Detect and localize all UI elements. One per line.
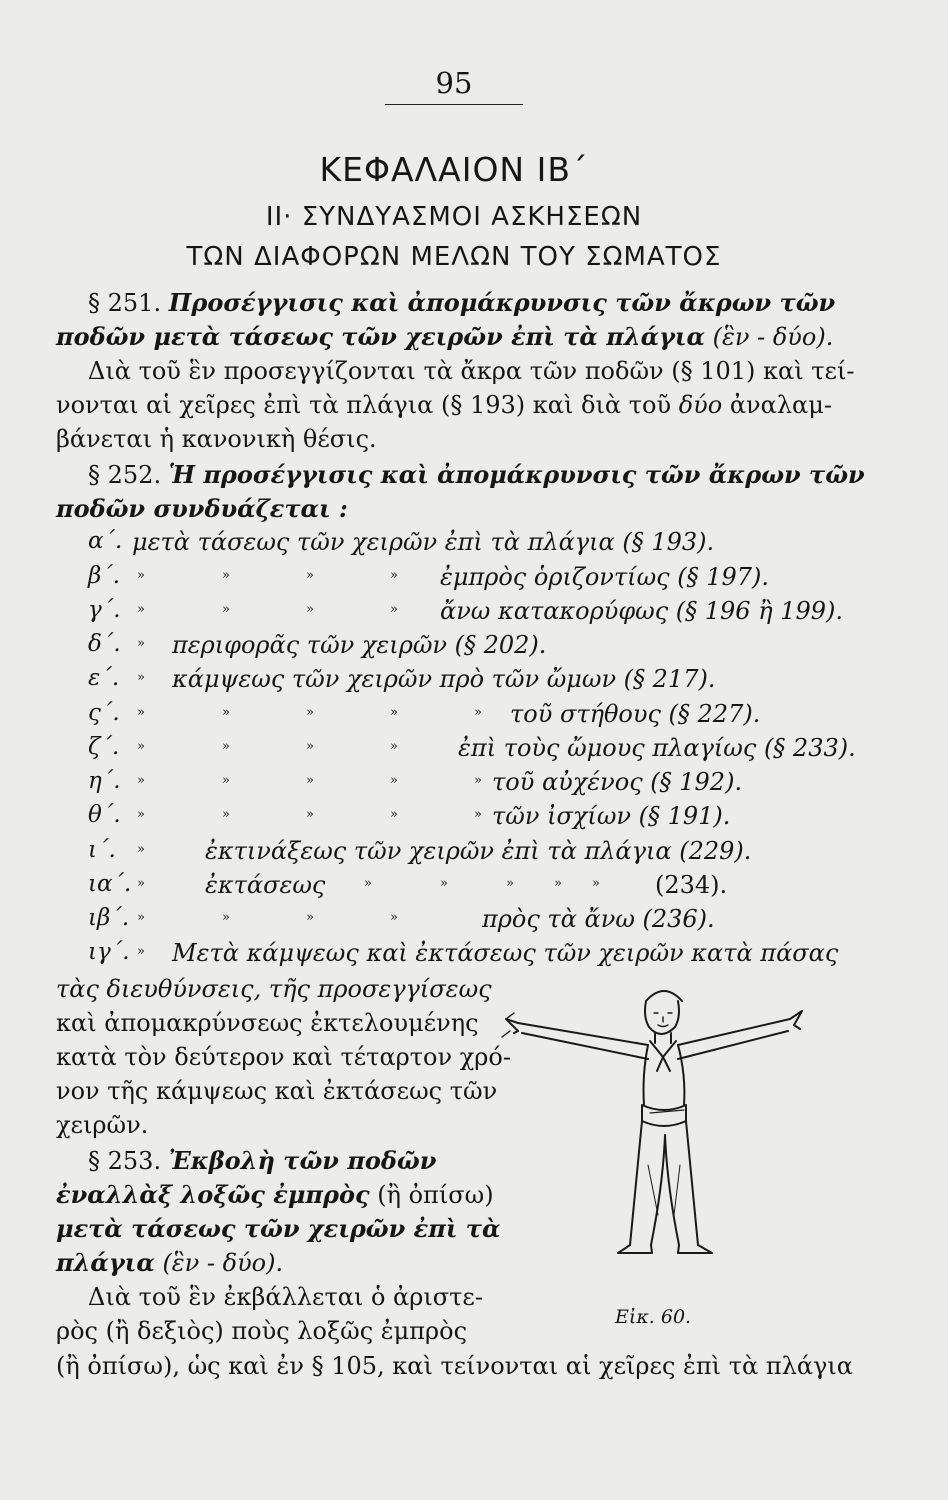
ditto-mark: » bbox=[222, 773, 230, 788]
ditto-mark: » bbox=[306, 773, 314, 788]
ditto-mark: » bbox=[390, 568, 398, 583]
ditto-mark: » bbox=[306, 910, 314, 925]
paragraph-line: τὰς διευθύνσεις, τῆς προσεγγίσεως bbox=[56, 975, 492, 1003]
ditto-mark: » bbox=[137, 842, 145, 857]
list-item-text: Μετὰ κάμψεως καὶ ἐκτάσεως τῶν χειρῶν κατὰ πάσας bbox=[172, 939, 839, 967]
ditto-mark: » bbox=[137, 705, 145, 720]
ditto-mark: » bbox=[222, 739, 230, 754]
paragraph-line: νον τῆς κάμψεως καὶ ἐκτάσεως τῶν bbox=[56, 1077, 498, 1105]
list-label: ια΄. bbox=[88, 871, 132, 897]
ditto-mark: » bbox=[222, 910, 230, 925]
section-253-body-line2: ρὸς (ἢ δεξιὸς) ποὺς λοξῶς ἐμπρὸς bbox=[56, 1317, 468, 1345]
page-number-rule bbox=[385, 104, 523, 105]
section-251-title-line2: ποδῶν μετὰ τάσεως τῶν χειρῶν ἐπὶ τὰ πλάγια (ἓν - δύο). bbox=[56, 322, 834, 351]
ditto-mark: » bbox=[390, 739, 398, 754]
section-253-body-line1: Διὰ τοῦ ἓν ἐκβάλλεται ὁ ἀριστε- bbox=[88, 1283, 483, 1311]
list-label: α΄. bbox=[88, 528, 123, 554]
ditto-mark: » bbox=[222, 705, 230, 720]
list-label: η΄. bbox=[88, 768, 121, 794]
list-item-text: ἐκτάσεως bbox=[205, 871, 326, 899]
section-252-title-line2: ποδῶν συνδυάζεται : bbox=[56, 494, 348, 523]
section-253-title-line3: μετὰ τάσεως τῶν χειρῶν ἐπὶ τὰ bbox=[56, 1214, 501, 1243]
section-252-number: § 252. bbox=[88, 461, 162, 489]
ditto-mark: » bbox=[222, 807, 230, 822]
list-label: β΄. bbox=[88, 563, 121, 589]
ditto-mark: » bbox=[306, 739, 314, 754]
list-item-text: πρὸς τὰ ἄνω (236). bbox=[482, 905, 715, 933]
ditto-mark: » bbox=[390, 773, 398, 788]
ditto-mark: » bbox=[222, 602, 230, 617]
list-item-text: κάμψεως τῶν χειρῶν πρὸ τῶν ὤμων (§ 217). bbox=[172, 665, 716, 693]
ditto-mark: » bbox=[137, 876, 145, 891]
section-heading-line1: II· ΣΥΝΔΥΑΣΜΟΙ ΑΣΚΗΣΕΩΝ bbox=[265, 202, 643, 232]
section-251-body-line2: νονται αἱ χεῖρες ἐπὶ τὰ πλάγια (§ 193) καὶ διὰ τοῦ δύο ἀναλαμ- bbox=[56, 391, 832, 419]
list-label: γ΄. bbox=[88, 597, 121, 623]
list-item-text: (234). bbox=[655, 871, 728, 899]
ditto-mark: » bbox=[474, 773, 482, 788]
list-label: ιγ΄. bbox=[88, 939, 130, 965]
list-item-text: ἄνω κατακορύφως (§ 196 ἢ 199). bbox=[440, 597, 843, 625]
ditto-mark: » bbox=[364, 876, 372, 891]
ditto-mark: » bbox=[137, 773, 145, 788]
paragraph-line: καὶ ἀπομακρύνσεως ἐκτελουμένης bbox=[56, 1009, 479, 1037]
ditto-mark: » bbox=[440, 876, 448, 891]
list-item-text: ἐκτινάξεως τῶν χειρῶν ἐπὶ τὰ πλάγια (229). bbox=[205, 837, 752, 865]
section-251-title: Προσέγγισις καὶ ἀπομάκρυνσις τῶν ἄκρων τῶν bbox=[168, 288, 836, 317]
list-label: ι΄. bbox=[88, 837, 116, 863]
ditto-mark: » bbox=[474, 705, 482, 720]
section-251-title-line1 bbox=[88, 288, 835, 317]
section-253-title-line2: ἐναλλὰξ λοξῶς ἐμπρὸς (ἢ ὀπίσω) bbox=[56, 1180, 494, 1209]
ditto-mark: » bbox=[306, 705, 314, 720]
ditto-mark: » bbox=[390, 807, 398, 822]
ditto-mark: » bbox=[306, 807, 314, 822]
ditto-mark: » bbox=[137, 807, 145, 822]
ditto-mark: » bbox=[390, 602, 398, 617]
chapter-title: ΚΕΦΑΛΑΙΟΝ ΙΒ΄ bbox=[319, 150, 589, 189]
section-251-body-line3: βάνεται ἡ κανονικὴ θέσις. bbox=[56, 425, 377, 453]
page-number: 95 bbox=[435, 66, 473, 100]
section-heading-line2: ΤΩΝ ΔΙΑΦΟΡΩΝ ΜΕΛΩΝ ΤΟΥ ΣΩΜΑΤΟΣ bbox=[186, 242, 722, 272]
ditto-mark: » bbox=[390, 705, 398, 720]
ditto-mark: » bbox=[137, 944, 145, 959]
ditto-mark: » bbox=[137, 602, 145, 617]
ditto-mark: » bbox=[554, 876, 562, 891]
ditto-mark: » bbox=[137, 670, 145, 685]
ditto-mark: » bbox=[137, 636, 145, 651]
ditto-mark: » bbox=[306, 568, 314, 583]
section-253-number: § 253. bbox=[88, 1147, 162, 1175]
list-label: ς΄. bbox=[88, 700, 120, 726]
list-item-text: μετὰ τάσεως τῶν χειρῶν ἐπὶ τὰ πλάγια (§ 193). bbox=[132, 528, 715, 556]
ditto-mark: » bbox=[222, 568, 230, 583]
section-252-title-line1: § 252. Ἡ προσέγγισις καὶ ἀπομάκρυνσις τῶν ἄκρων τῶν bbox=[88, 460, 865, 489]
ditto-mark: » bbox=[137, 910, 145, 925]
ditto-mark: » bbox=[137, 568, 145, 583]
section-253-body-line3: (ἢ ὀπίσω), ὡς καὶ ἐν § 105, καὶ τείνονται αἱ χεῖρες ἐπὶ τὰ πλάγια bbox=[56, 1352, 853, 1380]
list-item-text: ἐπὶ τοὺς ὤμους πλαγίως (§ 233). bbox=[458, 734, 856, 762]
figure-60-gymnast-illustration bbox=[500, 975, 810, 1260]
list-label: ε΄. bbox=[88, 665, 120, 691]
paragraph-line: κατὰ τὸν δεύτερον καὶ τέταρτον χρό- bbox=[56, 1043, 511, 1071]
ditto-mark: » bbox=[306, 602, 314, 617]
list-label: ιβ΄. bbox=[88, 905, 130, 931]
section-251-number: § 251. bbox=[88, 289, 162, 317]
list-label: δ΄. bbox=[88, 631, 121, 657]
ditto-mark: » bbox=[592, 876, 600, 891]
paragraph-line: χειρῶν. bbox=[56, 1111, 149, 1139]
list-item-text: τῶν ἰσχίων (§ 191). bbox=[492, 802, 731, 830]
figure-caption: Εἰκ. 60. bbox=[615, 1306, 692, 1328]
list-label: θ΄. bbox=[88, 802, 121, 828]
section-253-title-line4: πλάγια (ἓν - δύο). bbox=[56, 1248, 284, 1277]
section-251-body-line1: Διὰ τοῦ ἓν προσεγγίζονται τὰ ἄκρα τῶν ποδῶν (§ 101) καὶ τεί- bbox=[88, 357, 855, 385]
list-item-text: ἐμπρὸς ὁριζοντίως (§ 197). bbox=[440, 563, 770, 591]
list-label: ζ΄. bbox=[88, 734, 120, 760]
list-item-text: τοῦ αὐχένος (§ 192). bbox=[492, 768, 743, 796]
list-item-text: περιφορᾶς τῶν χειρῶν (§ 202). bbox=[172, 631, 547, 659]
ditto-mark: » bbox=[506, 876, 514, 891]
list-item-text: τοῦ στήθους (§ 227). bbox=[510, 700, 761, 728]
ditto-mark: » bbox=[474, 807, 482, 822]
ditto-mark: » bbox=[137, 739, 145, 754]
ditto-mark: » bbox=[390, 910, 398, 925]
section-253-title-line1: § 253. Ἐκβολὴ τῶν ποδῶν bbox=[88, 1146, 437, 1175]
